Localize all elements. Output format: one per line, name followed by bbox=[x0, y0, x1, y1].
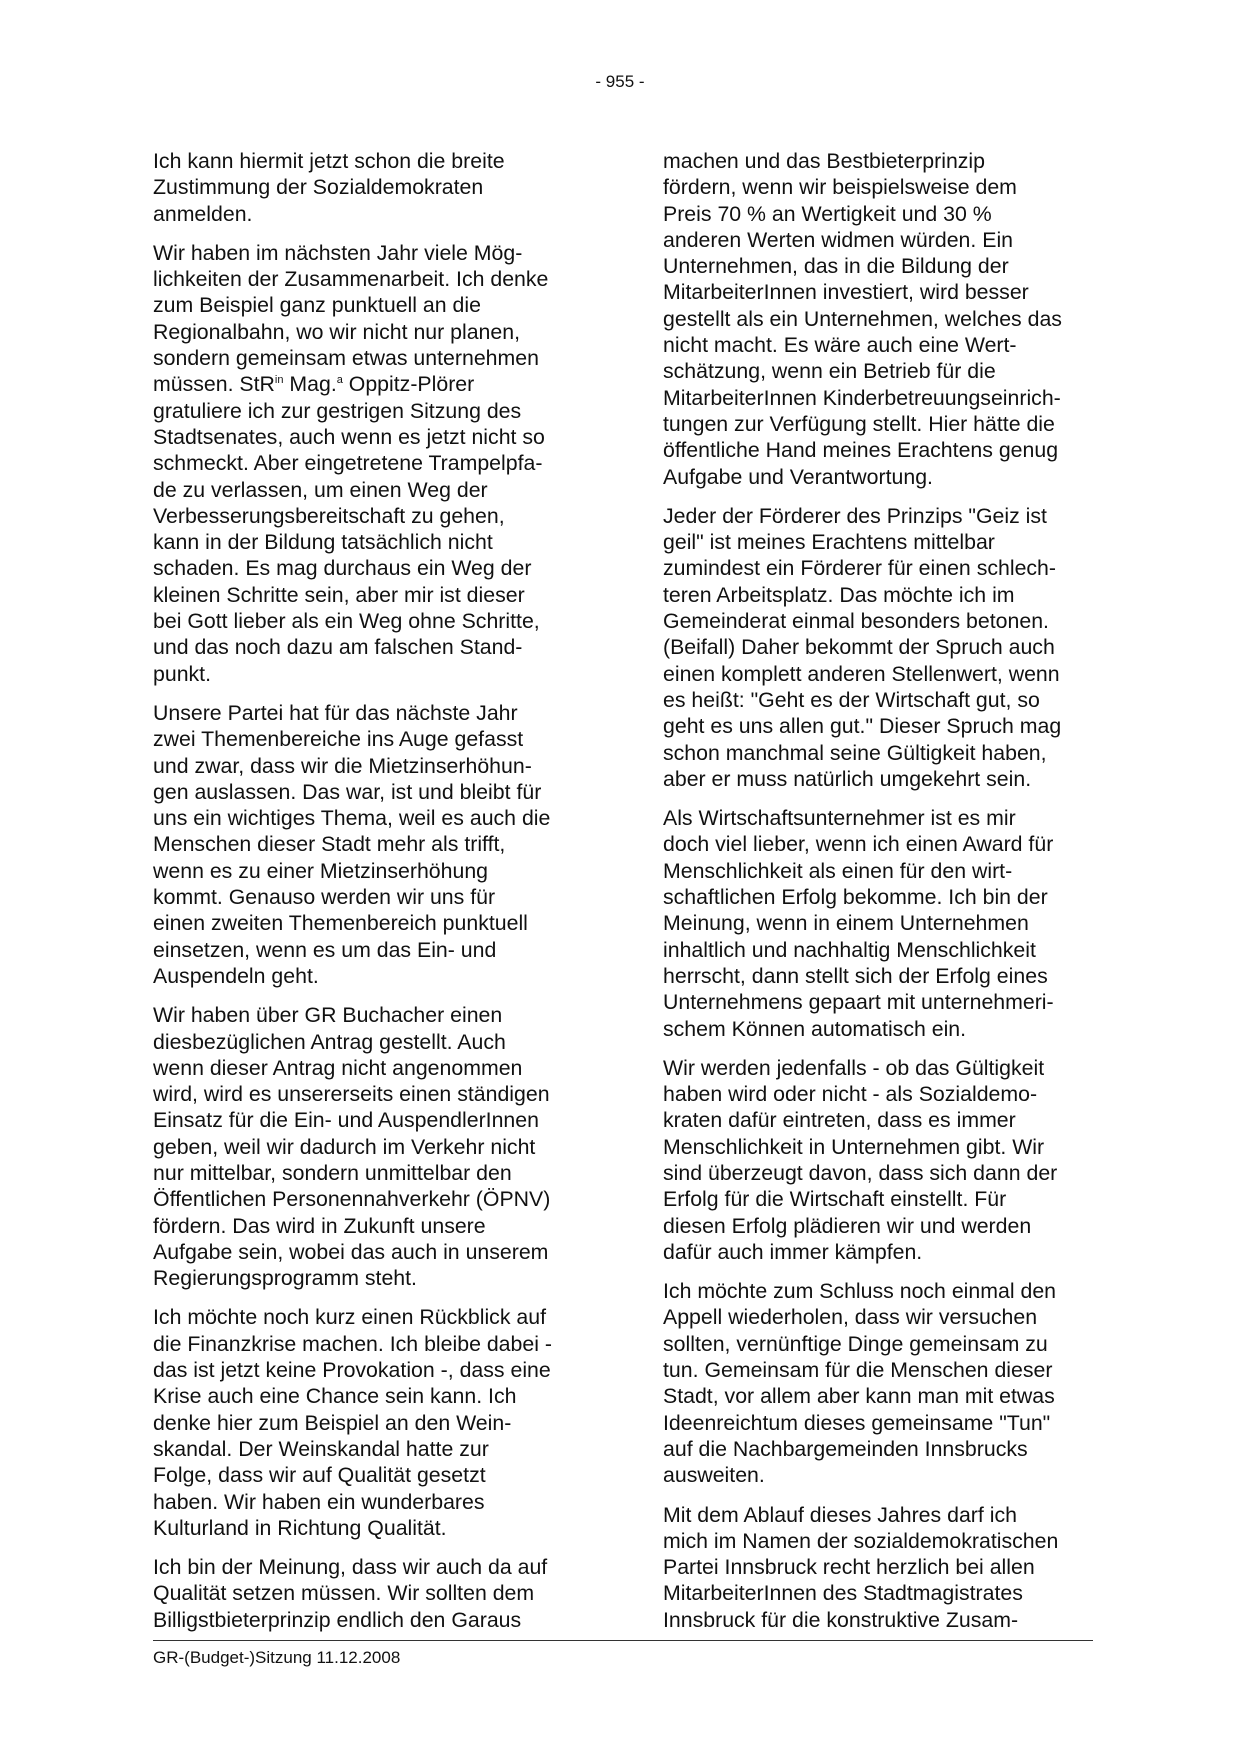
text-line: fördern, wenn wir beispielsweise dem bbox=[663, 175, 1017, 200]
text-line: dafür auch immer kämpfen. bbox=[663, 1239, 923, 1264]
text-line: zumindest ein Förderer für einen schlech- bbox=[663, 556, 1056, 581]
text-line: doch viel lieber, wenn ich einen Award für bbox=[663, 832, 1054, 857]
text-line: Qualität setzen müssen. Wir sollten dem bbox=[153, 1581, 535, 1606]
text-line: anderen Werten widmen würden. Ein bbox=[663, 227, 1014, 252]
text-line: Innsbruck für die konstruktive Zusam- bbox=[663, 1607, 1019, 1632]
text-line-with-titles: müssen. StR$^{in}$ Mag.$^a$ Oppitz-Plörer bbox=[153, 372, 475, 397]
text-line: de zu verlassen, um einen Weg der bbox=[153, 477, 488, 502]
text-line: Aufgabe sein, wobei das auch in unserem bbox=[153, 1239, 549, 1264]
paragraph bbox=[153, 1304, 575, 1541]
footer-text: GR-(Budget-)Sitzung 11.12.2008 bbox=[153, 1648, 401, 1667]
text-line: mich im Namen der sozialdemokratischen bbox=[663, 1528, 1059, 1553]
text-line: Preis 70 % an Wertigkeit und 30 % bbox=[663, 201, 992, 226]
text-line: nicht macht. Es wäre auch eine Wert- bbox=[663, 333, 1017, 358]
text-line: haben wird oder nicht - als Sozialdemo- bbox=[663, 1082, 1038, 1107]
text-line: bei Gott lieber als ein Weg ohne Schritte, bbox=[153, 609, 540, 634]
text-line: Kulturland in Richtung Qualität. bbox=[153, 1515, 447, 1540]
text-line: teren Arbeitsplatz. Das möchte ich im bbox=[663, 582, 1015, 607]
text-line: Zustimmung der Sozialdemokraten bbox=[153, 175, 484, 200]
text-line: einsetzen, wenn es um das Ein- und bbox=[153, 937, 497, 962]
text-line: punkt. bbox=[153, 661, 212, 686]
text-line: kraten dafür eintreten, dass es immer bbox=[663, 1108, 1016, 1133]
text-line: Menschen dieser Stadt mehr als trifft, bbox=[153, 832, 506, 857]
text-line: Wir haben über GR Buchacher einen bbox=[153, 1003, 503, 1028]
text-line: machen und das Bestbieterprinzip bbox=[663, 149, 986, 173]
paragraph bbox=[663, 1502, 1085, 1633]
text-line: geht es uns allen gut." Dieser Spruch mag bbox=[663, 714, 1062, 739]
text-line: Menschlichkeit als einen für den wirt- bbox=[663, 858, 1013, 883]
footer-divider bbox=[153, 1640, 1093, 1641]
text-line: sind überzeugt davon, dass sich dann der bbox=[663, 1160, 1058, 1185]
text-line: schon manchmal seine Gültigkeit haben, bbox=[663, 740, 1047, 765]
text-line: zum Beispiel ganz punktuell an die bbox=[153, 293, 481, 318]
left-column bbox=[153, 148, 575, 1646]
text-line: (Beifall) Daher bekommt der Spruch auch bbox=[663, 635, 1055, 660]
text-line: die Finanzkrise machen. Ich bleibe dabei - bbox=[153, 1331, 552, 1356]
text-line: diesen Erfolg plädieren wir und werden bbox=[663, 1213, 1032, 1238]
text-line: kann in der Bildung tatsächlich nicht bbox=[153, 530, 493, 555]
text-line: Regierungsprogramm steht. bbox=[153, 1266, 417, 1291]
paragraph bbox=[153, 1002, 575, 1291]
right-column bbox=[663, 148, 1085, 1646]
text-line: Partei Innsbruck recht herzlich bei allen bbox=[663, 1555, 1035, 1580]
text-line: anmelden. bbox=[153, 201, 253, 226]
text-line: kleinen Schritte sein, aber mir ist dieser bbox=[153, 582, 525, 607]
text-line: Folge, dass wir auf Qualität gesetzt bbox=[153, 1463, 486, 1488]
text-line: Aufgabe und Verantwortung. bbox=[663, 464, 933, 489]
text-line: öffentliche Hand meines Erachtens genug bbox=[663, 438, 1059, 463]
text-line: Stadt, vor allem aber kann man mit etwas bbox=[663, 1384, 1055, 1409]
text-line: zwei Themenbereiche ins Auge gefasst bbox=[153, 727, 524, 752]
text-line: Meinung, wenn in einem Unternehmen bbox=[663, 911, 1029, 936]
text-line: Unternehmen, das in die Bildung der bbox=[663, 254, 1009, 279]
text-line: Gemeinderat einmal besonders betonen. bbox=[663, 609, 1049, 634]
text-line: tun. Gemeinsam für die Menschen dieser bbox=[663, 1358, 1053, 1383]
text-line: wenn dieser Antrag nicht angenommen bbox=[153, 1055, 523, 1080]
text-line: Ich kann hiermit jetzt schon die breite bbox=[153, 149, 505, 173]
text-line: Mit dem Ablauf dieses Jahres darf ich bbox=[663, 1502, 1017, 1527]
text-line: fördern. Das wird in Zukunft unsere bbox=[153, 1213, 486, 1238]
text-line: Auspendeln geht. bbox=[153, 963, 319, 988]
text-line: Unternehmens gepaart mit unternehmeri- bbox=[663, 990, 1054, 1015]
text-line: tungen zur Verfügung stellt. Hier hätte die bbox=[663, 411, 1055, 436]
text-line: denke hier zum Beispiel an den Wein- bbox=[153, 1410, 512, 1435]
text-line: Stadtsenates, auch wenn es jetzt nicht so bbox=[153, 424, 545, 449]
text-line: Menschlichkeit in Unternehmen gibt. Wir bbox=[663, 1134, 1045, 1159]
text-line: Krise auch eine Chance sein kann. Ich bbox=[153, 1384, 517, 1409]
text-line: Als Wirtschaftsunternehmer ist es mir bbox=[663, 806, 1016, 831]
text-line: Jeder der Förderer des Prinzips "Geiz ist bbox=[663, 503, 1047, 528]
text-line: es heißt: "Geht es der Wirtschaft gut, so bbox=[663, 687, 1040, 712]
text-line: inhaltlich und nachhaltig Menschlichkeit bbox=[663, 937, 1036, 962]
text-line: lichkeiten der Zusammenarbeit. Ich denke bbox=[153, 267, 549, 292]
text-line: nur mittelbar, sondern unmittelbar den bbox=[153, 1160, 512, 1185]
text-line: gen auslassen. Das war, ist und bleibt für bbox=[153, 779, 542, 804]
text-line: MitarbeiterInnen des Stadtmagistrates bbox=[663, 1581, 1023, 1606]
text-line: sondern gemeinsam etwas unternehmen bbox=[153, 346, 539, 371]
text-line: aber er muss natürlich umgekehrt sein. bbox=[663, 766, 1032, 791]
text-line: schem Können automatisch ein. bbox=[663, 1016, 967, 1041]
text-line: herrscht, dann stellt sich der Erfolg eines bbox=[663, 963, 1048, 988]
text-line: kommt. Genauso werden wir uns für bbox=[153, 885, 496, 910]
paragraph bbox=[663, 805, 1085, 1042]
text-line: ausweiten. bbox=[663, 1463, 765, 1488]
text-line: auf die Nachbargemeinden Innsbrucks bbox=[663, 1436, 1028, 1461]
text-line: einen zweiten Themenbereich punktuell bbox=[153, 911, 528, 936]
text-line: Unsere Partei hat für das nächste Jahr bbox=[153, 700, 518, 725]
text-line: sollten, vernünftige Dinge gemeinsam zu bbox=[663, 1331, 1048, 1356]
text-line: Verbesserungsbereitschaft zu gehen, bbox=[153, 503, 505, 528]
paragraph bbox=[663, 1055, 1085, 1265]
paragraph bbox=[663, 148, 1085, 490]
text-line: Ich möchte noch kurz einen Rückblick auf bbox=[153, 1305, 547, 1330]
paragraph bbox=[153, 240, 575, 687]
text-line: schaden. Es mag durchaus ein Weg der bbox=[153, 556, 532, 581]
text-line: haben. Wir haben ein wunderbares bbox=[153, 1489, 485, 1514]
text-line: MitarbeiterInnen Kinderbetreuungseinrich- bbox=[663, 385, 1061, 410]
text-line: Appell wiederholen, dass wir versuchen bbox=[663, 1305, 1038, 1330]
text-line: Regionalbahn, wo wir nicht nur planen, bbox=[153, 319, 521, 344]
text-line: das ist jetzt keine Provokation -, dass eine bbox=[153, 1358, 551, 1383]
text-line: gestellt als ein Unternehmen, welches das bbox=[663, 306, 1062, 331]
text-line: diesbezüglichen Antrag gestellt. Auch bbox=[153, 1029, 506, 1054]
text-line: Billigstbieterprinzip endlich den Garaus bbox=[153, 1607, 522, 1632]
text-line: MitarbeiterInnen investiert, wird besser bbox=[663, 280, 1029, 305]
paragraph bbox=[153, 700, 575, 989]
text-line: und das noch dazu am falschen Stand- bbox=[153, 635, 523, 660]
text-line: wird, wird es unsererseits einen ständigen bbox=[153, 1082, 550, 1107]
text-line: Ich möchte zum Schluss noch einmal den bbox=[663, 1279, 1057, 1304]
text-line: gratuliere ich zur gestrigen Sitzung des bbox=[153, 398, 522, 423]
text-line: schmeckt. Aber eingetretene Trampelpfa- bbox=[153, 451, 543, 476]
text-line: Ich bin der Meinung, dass wir auch da auf bbox=[153, 1555, 548, 1580]
text-line: skandal. Der Weinskandal hatte zur bbox=[153, 1436, 489, 1461]
paragraph bbox=[663, 1278, 1085, 1488]
text-line: Wir werden jedenfalls - ob das Gültigkeit bbox=[663, 1055, 1045, 1080]
paragraph bbox=[153, 148, 575, 227]
text-line: Ideenreichtum dieses gemeinsame "Tun" bbox=[663, 1410, 1051, 1435]
text-line: Erfolg für die Wirtschaft einstellt. Für bbox=[663, 1187, 1007, 1212]
paragraph bbox=[153, 1554, 575, 1633]
text-line: schätzung, wenn ein Betrieb für die bbox=[663, 359, 996, 384]
text-line: Wir haben im nächsten Jahr viele Mög- bbox=[153, 240, 523, 265]
paragraph bbox=[663, 503, 1085, 792]
page-number: - 955 - bbox=[595, 72, 645, 91]
text-line: wenn es zu einer Mietzinserhöhung bbox=[153, 858, 489, 883]
text-line: schaftlichen Erfolg bekomme. Ich bin der bbox=[663, 885, 1048, 910]
text-line: geben, weil wir dadurch im Verkehr nicht bbox=[153, 1134, 536, 1159]
text-line: Einsatz für die Ein- und AuspendlerInnen bbox=[153, 1108, 539, 1133]
text-line: Öffentlichen Personennahverkehr (ÖPNV) bbox=[153, 1187, 551, 1212]
text-line: geil" ist meines Erachtens mittelbar bbox=[663, 530, 995, 555]
text-line: und zwar, dass wir die Mietzinserhöhun- bbox=[153, 753, 532, 778]
text-line: einen komplett anderen Stellenwert, wenn bbox=[663, 661, 1060, 686]
text-line: uns ein wichtiges Thema, weil es auch die bbox=[153, 806, 551, 831]
